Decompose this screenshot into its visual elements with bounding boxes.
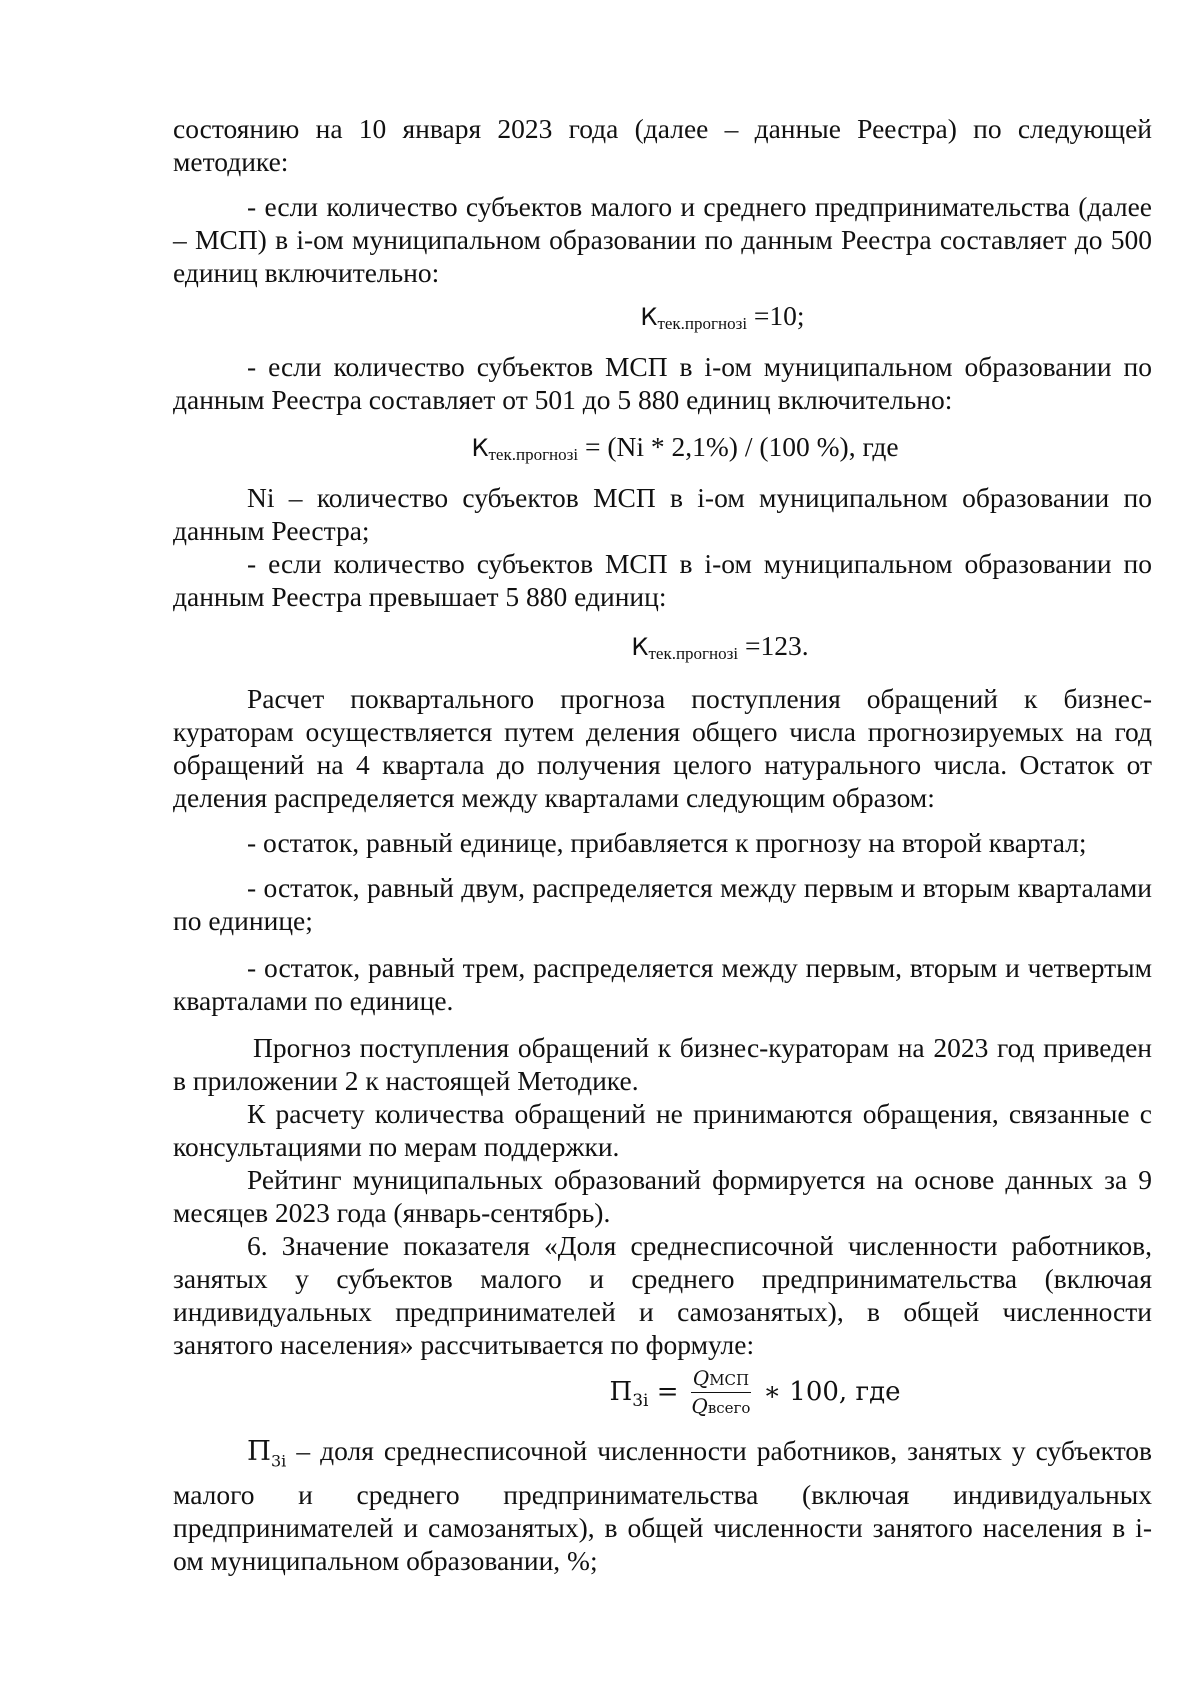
paragraph-condition-over-5880: - если количество субъектов МСП в i-ом муниципальном образовании по данным Реестра превышает 5 880 единиц: — [173, 548, 1152, 612]
paragraph-condition-501-5880: - если количество субъектов МСП в i-ом муниципальном образовании по данным Реестра составляет от 501 до 5 880 единиц включительно: — [173, 351, 1152, 415]
formula-k-expression: = (Ni * 2,1%) / (100 %), где — [578, 431, 899, 462]
formula-k-subscript: тек.прогнозi — [648, 644, 739, 663]
formula-lhs: $П_{3i}$ — [609, 1377, 649, 1412]
paragraph-quarterly-forecast: Расчет поквартального прогноза поступления обращений к бизнес-кураторам осуществляется путем деления общего числа прогнозируемых на год обращений на 4 квартала до получения целого натурального числа. Остаток от деления распределяется между кварталами следующим образом: — [173, 683, 1152, 813]
paragraph-remainder-two: - остаток, равный двум, распределяется между первым и вторым кварталами по единице; — [173, 872, 1152, 936]
paragraph-p3i-definition: $П_{3i}$ – доля среднесписочной численности работников, занятых у субъектов малого и среднего предпринимательства (включая индивидуальных предпринимателей и самозанятых), в общей численности занятого населения в i-ом муниципальном образовании, %; — [173, 1435, 1152, 1576]
formula-numerator: QМСП — [691, 1368, 751, 1393]
formula-k-percent — [173, 430, 1152, 467]
formula-k-symbol: К — [471, 434, 489, 462]
document-page — [173, 112, 1152, 1577]
formula-k-symbol: К — [631, 633, 649, 661]
paragraph-ni-definition: Ni – количество субъектов МСП в i-ом муниципальном образовании по данным Реестра; — [173, 482, 1152, 546]
paragraph-remainder-three: - остаток, равный трем, распределяется между первым, вторым и четвертым кварталами по единице. — [173, 952, 1152, 1016]
paragraph-registry-date: состоянию на 10 января 2023 года (далее – данные Реестра) по следующей методике: — [173, 113, 1152, 177]
paragraph-condition-up-to-500: - если количество субъектов малого и среднего предпринимательства (далее – МСП) в i-ом муниципальном образовании по данным Реестра составляет до 500 единиц включительно: — [173, 191, 1152, 288]
formula-fraction — [691, 1368, 751, 1418]
paragraph-remainder-one: - остаток, равный единице, прибавляется к прогнозу на второй квартал; — [247, 827, 1087, 858]
formula-multiplier: ∗ 100, где — [755, 1377, 901, 1407]
formula-k-symbol: К — [640, 303, 658, 331]
formula-share-employed — [173, 1367, 1152, 1426]
paragraph-indicator-6: 6. Значение показателя «Доля среднесписочной численности работников, занятых у субъектов малого и среднего предпринимательства (включая индивидуальных предпринимателей и самозанятых), в общей численности занятого населения» рассчитывается по формуле: — [173, 1230, 1152, 1360]
formula-k-value: =123. — [738, 630, 809, 661]
formula-k-10 — [173, 299, 1152, 336]
formula-k-subscript: тек.прогнозi — [657, 314, 748, 333]
formula-denominator: Qвсего — [691, 1394, 751, 1418]
formula-k-value: =10; — [747, 300, 805, 331]
paragraph-rating-period: Рейтинг муниципальных образований формируется на основе данных за 9 месяцев 2023 года (январь-сентябрь). — [173, 1164, 1152, 1228]
formula-equals: = — [648, 1377, 687, 1407]
formula-k-subscript: тек.прогнозi — [488, 445, 579, 464]
paragraph-exclusions: К расчету количества обращений не принимаются обращения, связанные с консультациями по мерам поддержки. — [173, 1098, 1152, 1162]
p3i-symbol: $П_{3i}$ — [247, 1435, 287, 1471]
formula-k-123 — [173, 629, 1152, 666]
paragraph-forecast-2023: Прогноз поступления обращений к бизнес-кураторам на 2023 год приведен в приложении 2 к настоящей Методике. — [173, 1032, 1152, 1096]
